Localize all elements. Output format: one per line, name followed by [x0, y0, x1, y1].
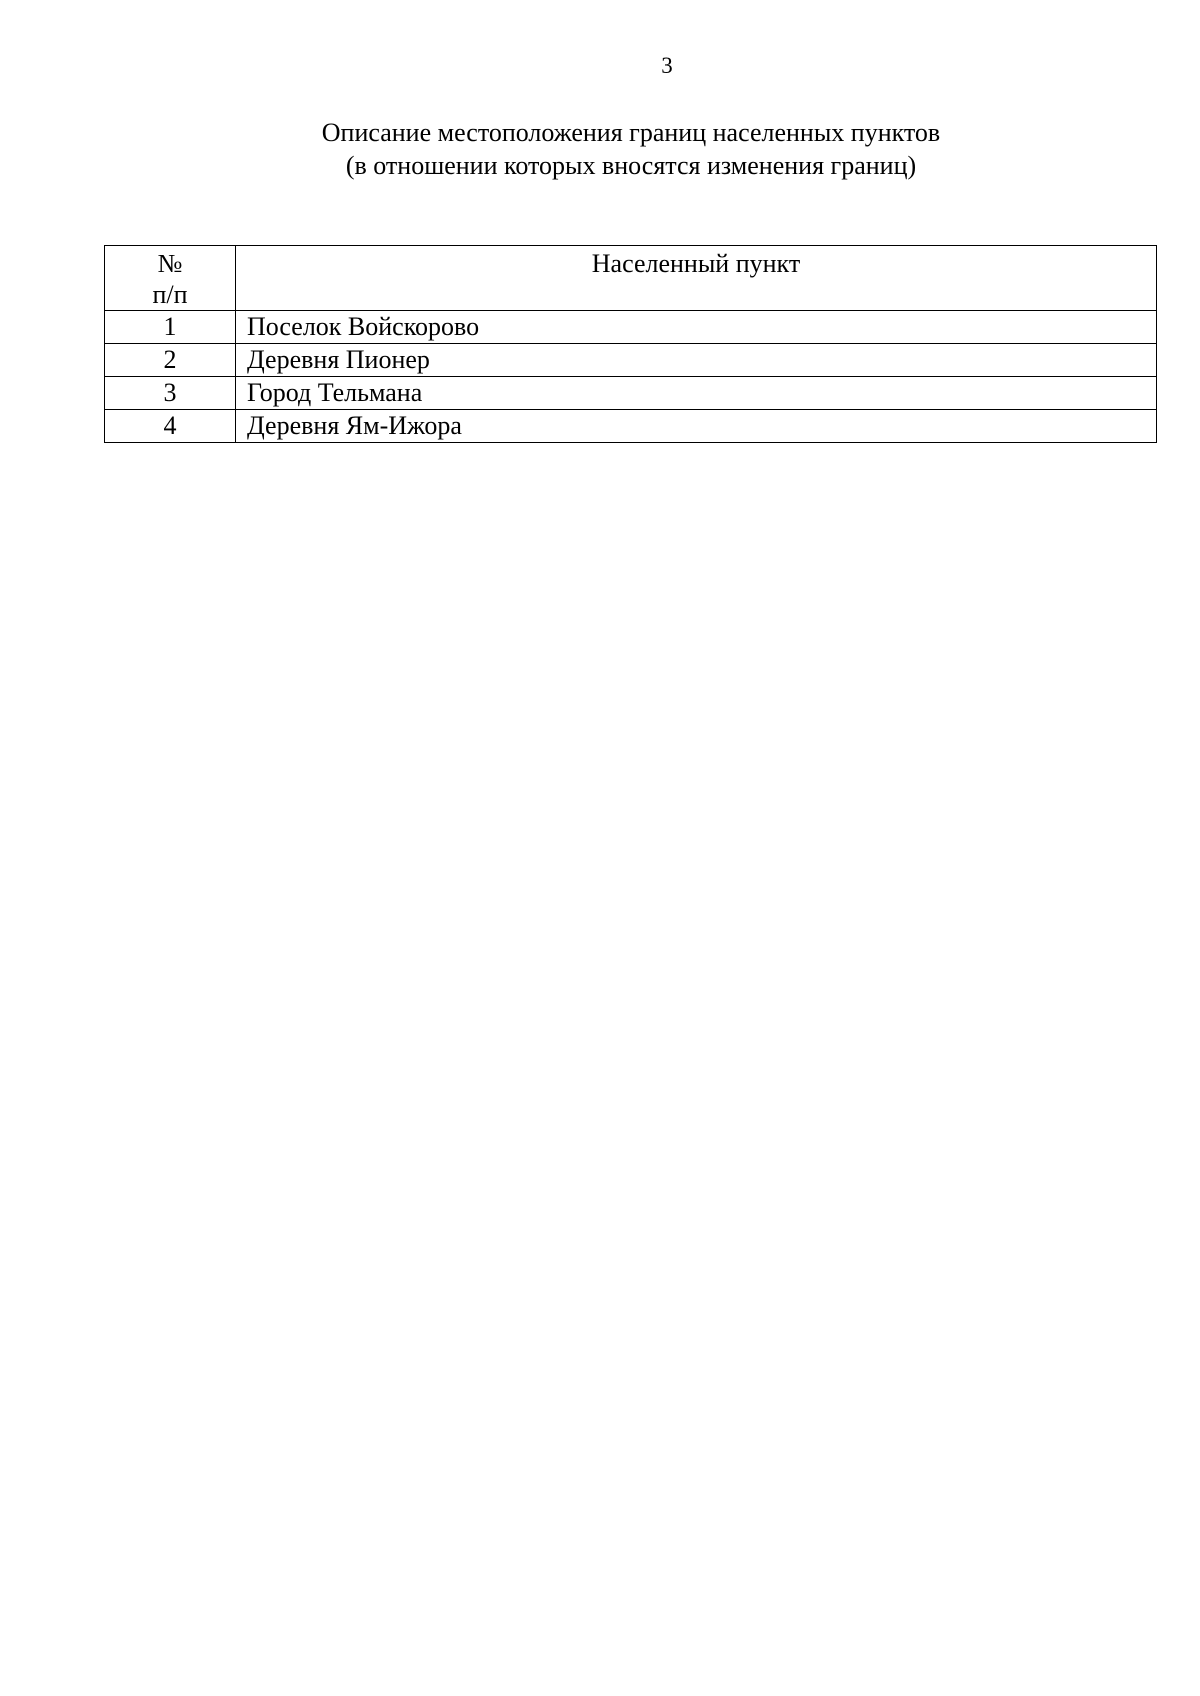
settlements-table	[104, 245, 1157, 443]
row-number: 1	[105, 311, 236, 344]
table-row	[105, 377, 1157, 410]
document-title	[0, 116, 1200, 182]
title-line-1: Описание местоположения границ населенных пунктов	[321, 118, 941, 147]
table-row	[105, 344, 1157, 377]
header-settlement: Населенный пункт	[236, 246, 1157, 311]
header-number	[105, 246, 236, 311]
table-row	[105, 410, 1157, 443]
table-header-row	[105, 246, 1157, 311]
row-settlement-name: Деревня Пионер	[236, 344, 1157, 377]
title-line-2: (в отношении которых вносятся изменения границ)	[345, 151, 917, 180]
row-settlement-name: Деревня Ям-Ижора	[236, 410, 1157, 443]
row-settlement-name: Поселок Войскорово	[236, 311, 1157, 344]
table-row	[105, 311, 1157, 344]
page-number: 3	[661, 53, 673, 78]
row-number: 3	[105, 377, 236, 410]
row-number: 2	[105, 344, 236, 377]
header-number-sign: №	[157, 249, 183, 278]
header-number-abbr: п/п	[152, 280, 188, 309]
row-settlement-name: Город Тельмана	[236, 377, 1157, 410]
row-number: 4	[105, 410, 236, 443]
